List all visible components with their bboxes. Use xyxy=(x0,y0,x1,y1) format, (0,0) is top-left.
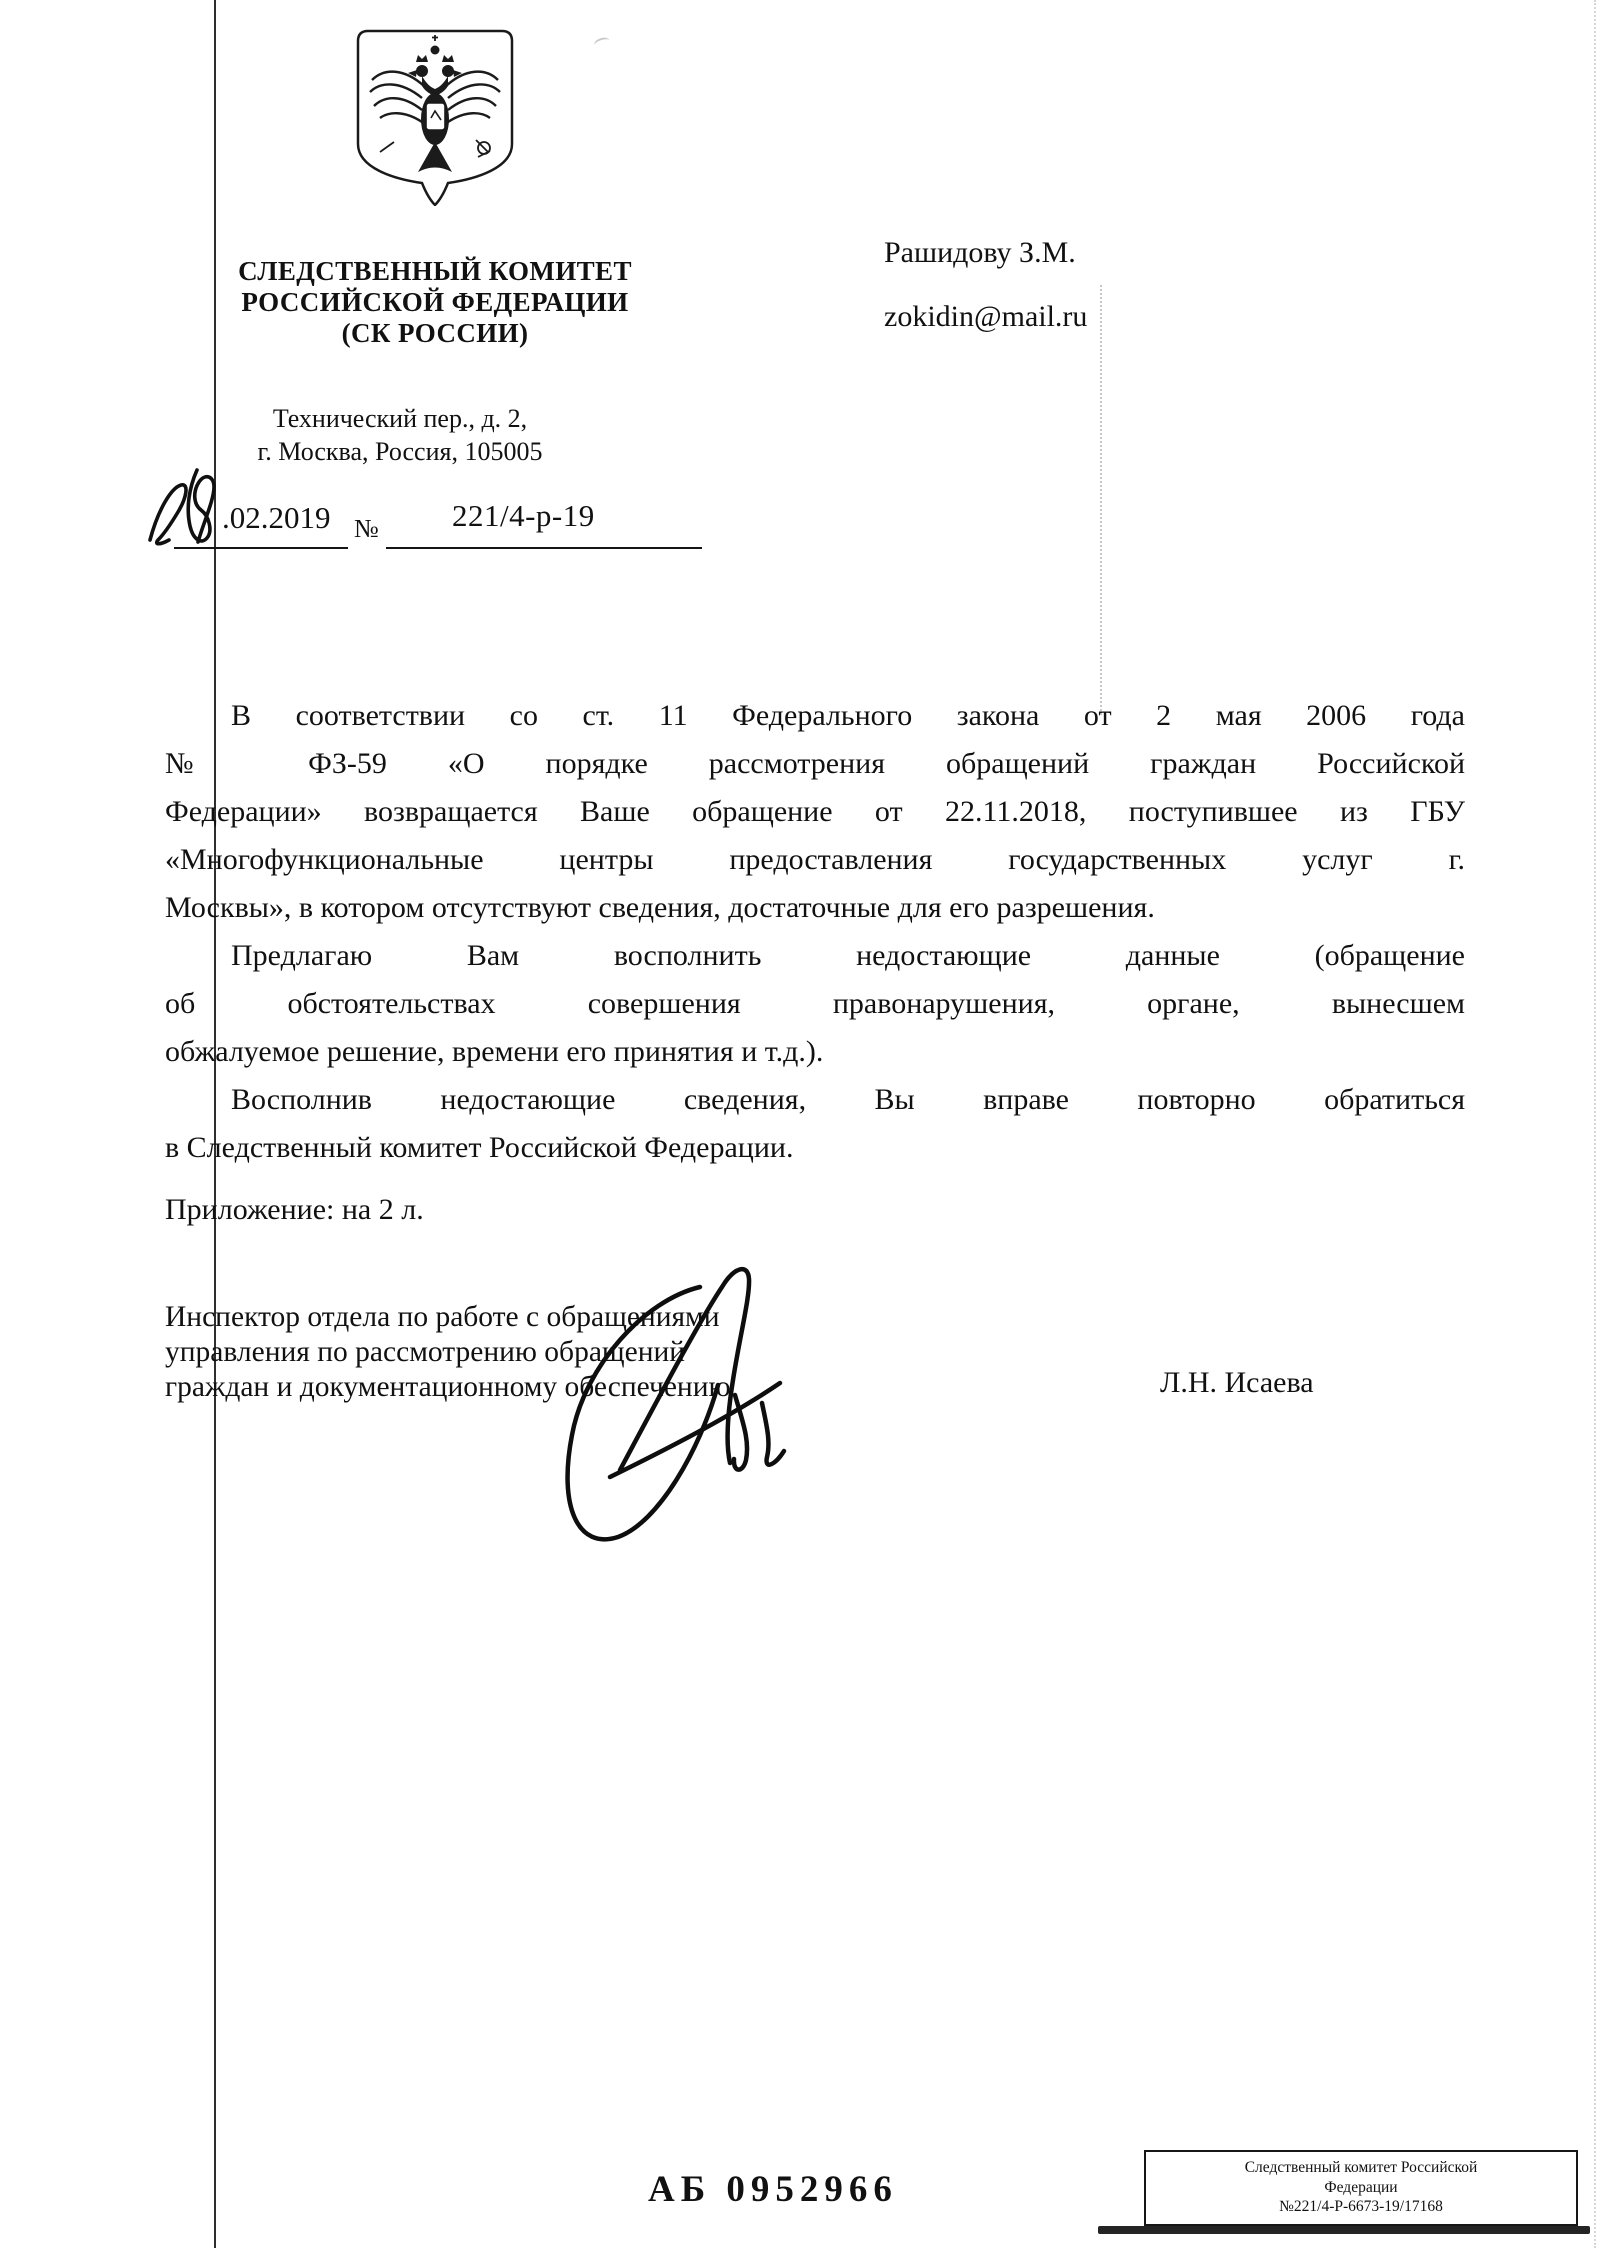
scan-artifact-speck xyxy=(593,36,611,50)
body-line: в Следственный комитет Российской Федерации. xyxy=(165,1131,794,1164)
body-line: об обстоятельствах совершения правонарушения, органе, вынесшем xyxy=(165,987,1465,1020)
recipient-name: Рашидову З.М. xyxy=(884,236,1076,269)
registration-stamp xyxy=(1144,2150,1578,2226)
address-line: г. Москва, Россия, 105005 xyxy=(257,437,543,466)
coat-of-arms-icon xyxy=(352,26,518,206)
stamp-scan-smudge xyxy=(1098,2226,1590,2234)
stamp-line: Федерации xyxy=(1324,2178,1398,2196)
stamp-line: №221/4-Р-6673-19/17168 xyxy=(1279,2198,1443,2215)
outgoing-number: 221/4-р-19 xyxy=(452,498,595,533)
letterhead-org-name xyxy=(215,256,655,349)
signer-name: Л.Н. Исаева xyxy=(1160,1366,1314,1399)
scan-artifact-dots xyxy=(1100,285,1103,715)
body-line: В соответствии со ст. 11 Федерального закона от 2 мая 2006 года xyxy=(231,699,1465,732)
body-line: № ФЗ-59 «О порядке рассмотрения обращений граждан Российской xyxy=(165,747,1465,780)
number-underline xyxy=(386,547,702,549)
org-name-line: РОССИЙСКОЙ ФЕДЕРАЦИИ xyxy=(241,287,629,317)
body-line: Федерации» возвращается Ваше обращение от 22.11.2018, поступившее из ГБУ xyxy=(165,795,1465,828)
date-printed: .02.2019 xyxy=(222,500,331,535)
body-line: Восполнив недостающие сведения, Вы вправе повторно обратиться xyxy=(231,1083,1465,1116)
body-line: Москвы», в котором отсутствуют сведения, достаточные для его разрешения. xyxy=(165,891,1155,924)
date-underline xyxy=(174,547,348,549)
attachment-note: Приложение: на 2 л. xyxy=(165,1193,424,1226)
letterhead-address xyxy=(215,402,585,468)
signature-ink-icon xyxy=(550,1245,830,1565)
body-line: «Многофункциональные центры предоставления государственных услуг г. xyxy=(165,843,1465,876)
scan-artifact-right-edge xyxy=(1594,0,1597,2248)
letter-body xyxy=(165,692,1465,1172)
org-name-line: (СК РОССИИ) xyxy=(341,318,529,348)
recipient-email: zokidin@mail.ru xyxy=(884,300,1088,333)
number-sign: № xyxy=(354,514,379,543)
stamp-line: Следственный комитет Российской xyxy=(1244,2159,1478,2176)
signer-title-line: Инспектор отдела по работе с обращениями xyxy=(165,1301,720,1333)
address-line: Технический пер., д. 2, xyxy=(272,404,528,433)
body-line: обжалуемое решение, времени его принятия и т.д.). xyxy=(165,1035,824,1068)
body-line: Предлагаю Вам восполнить недостающие данные (обращение xyxy=(231,939,1465,972)
form-number: АБ 0952966 xyxy=(648,2169,898,2210)
signer-title-line: граждан и документационному обеспечению xyxy=(165,1371,731,1403)
signer-title-line: управления по рассмотрению обращений xyxy=(165,1336,686,1368)
org-name-line: СЛЕДСТВЕННЫЙ КОМИТЕТ xyxy=(238,256,632,286)
